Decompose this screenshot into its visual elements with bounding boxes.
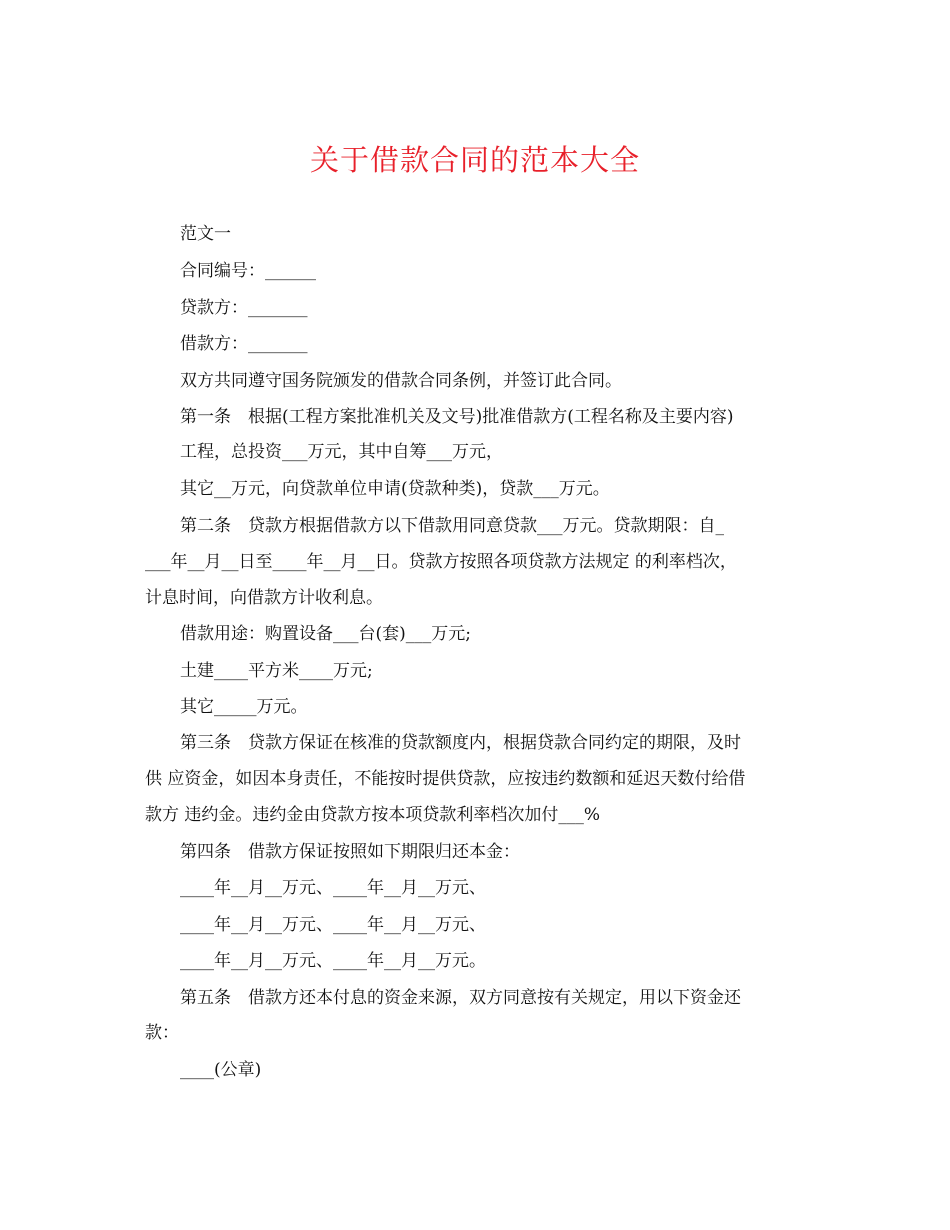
article-two-line-2: ___年__月__日至____年__月__日。贷款方按照各项贷款方法规定 的利率档次， [145, 552, 737, 572]
construction-line: 土建____平方米____万元; [180, 661, 373, 681]
repayment-schedule-2: ____年__月__万元、____年__月__万元、 [180, 915, 486, 935]
lender-line: 贷款方：_______ [180, 298, 308, 318]
article-two-line-3: 计息时间，向借款方计收利息。 [145, 588, 383, 608]
contract-number-line: 合同编号：______ [180, 261, 316, 281]
borrower-line: 借款方：_______ [180, 334, 308, 354]
repayment-schedule-1: ____年__月__万元、____年__月__万元、 [180, 878, 486, 898]
other-amount-line: 其它_____万元。 [180, 697, 308, 717]
preamble-paragraph: 双方共同遵守国务院颁发的借款合同条例，并签订此合同。 [180, 371, 622, 391]
article-three-line-1: 第三条 贷款方保证在核准的贷款额度内，根据贷款合同约定的期限，及时 [180, 733, 741, 753]
article-five-line-2: 款： [145, 1023, 179, 1043]
article-three-line-2: 供 应资金，如因本身责任，不能按时提供贷款，应按违约数额和延迟天数付给借 [145, 769, 746, 789]
document-title: 关于借款合同的范本大全 [309, 143, 640, 177]
article-three-line-3: 款方 违约金。违约金由贷款方按本项贷款利率档次加付___% [145, 805, 601, 825]
heading-sample-one: 范文一 [180, 224, 231, 244]
article-one-line-2: 工程，总投资___万元，其中自筹___万元， [180, 442, 503, 462]
article-one-line-3: 其它__万元，向贷款单位申请(贷款种类)，贷款___万元。 [180, 479, 610, 499]
article-five-line-1: 第五条 借款方还本付息的资金来源，双方同意按有关规定，用以下资金还 [180, 988, 741, 1008]
official-seal-line: ____(公章) [180, 1060, 262, 1080]
article-one-line-1: 第一条 根据(工程方案批准机关及文号)批准借款方(工程名称及主要内容) [180, 407, 734, 427]
loan-purpose-line: 借款用途：购置设备___台(套)___万元; [180, 624, 471, 644]
repayment-schedule-3: ____年__月__万元、____年__月__万元。 [180, 951, 486, 971]
article-two-line-1: 第二条 贷款方根据借款方以下借款用同意贷款___万元。贷款期限：自_ [180, 516, 724, 536]
article-four-line-1: 第四条 借款方保证按照如下期限归还本金： [180, 842, 520, 862]
